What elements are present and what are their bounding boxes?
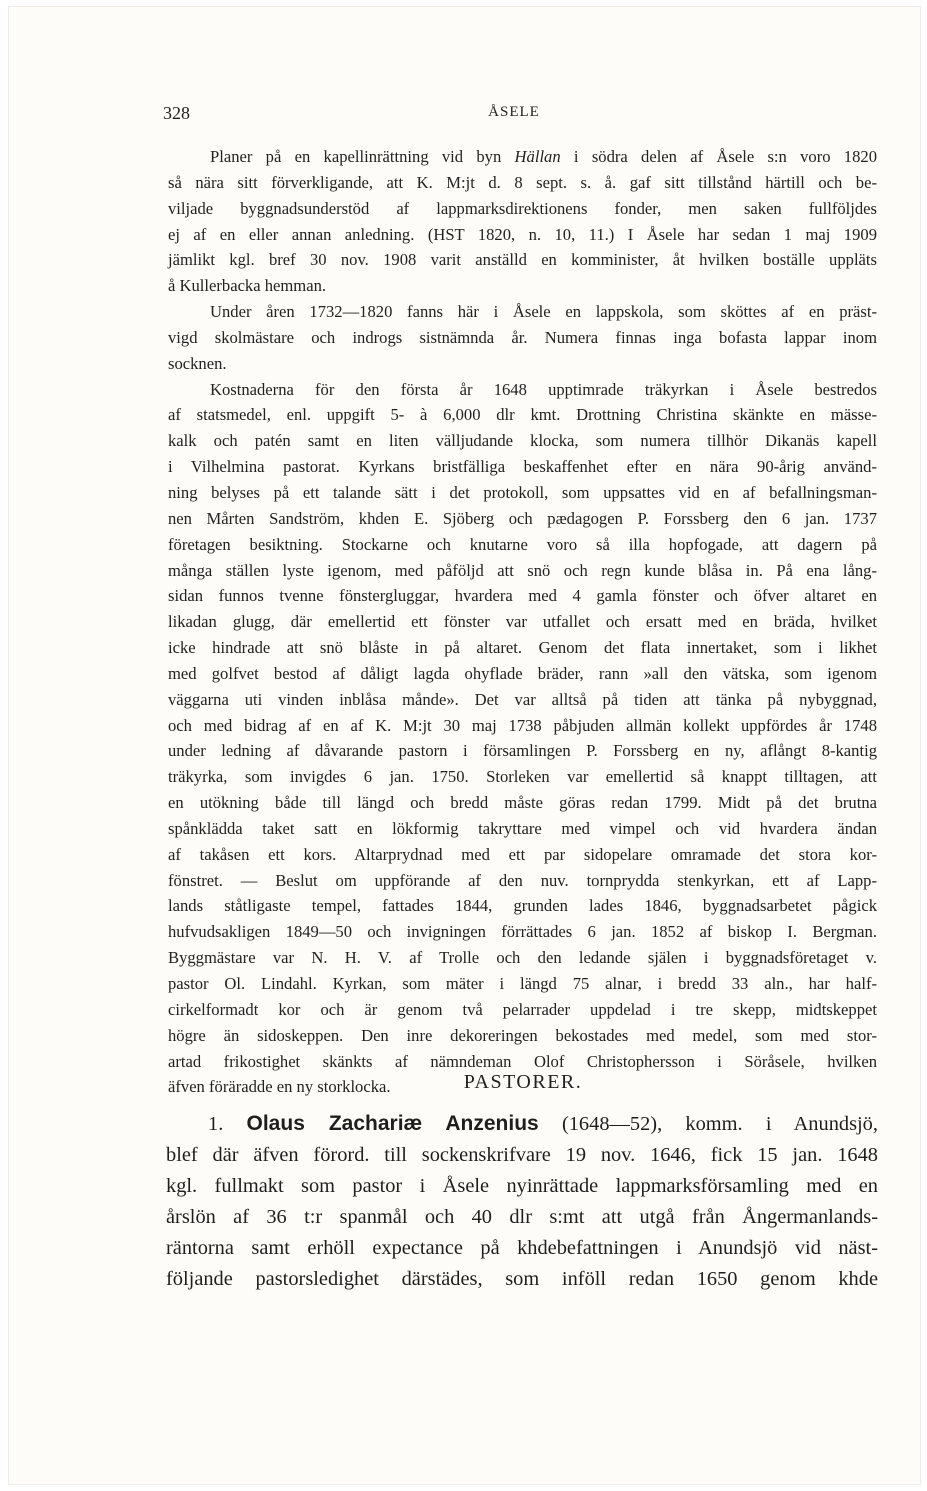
entry-line: räntorna samt erhöll expectance på khdebefattningen i Anundsjö vid näst- (166, 1237, 878, 1259)
text-line: spånklädda taket satt en lökformig takryttare med vimpel och vid hvardera ändan (168, 818, 877, 838)
text-line: Under åren 1732—1820 fanns här i Åsele en lappskola, som sköttes af en präst- (210, 302, 877, 322)
paragraph (168, 299, 877, 377)
place-name-italic: Hällan (514, 147, 561, 166)
text-segment: i södra delen af Åsele s:n voro 1820 (560, 147, 877, 166)
text-line: en utökning både till längd och bredd måste göras redan 1799. Midt på det brutna (168, 793, 877, 813)
entry-line: följande pastorsledighet därstädes, som inföll redan 1650 genom khde (166, 1268, 878, 1290)
entry-line: årslön af 36 t:r spanmål och 40 dlr s:mt att utgå från Ångermanlands- (166, 1206, 878, 1228)
text-line: jämlikt kgl. bref 30 nov. 1908 varit anställd en komminister, åt hvilken boställe uppläts (168, 250, 877, 270)
pastorer-heading: PASTORER. (463, 1071, 583, 1093)
text-line: af statsmedel, enl. uppgift 5- à 6,000 dlr kmt. Drottning Christina skänkte en mässe- (168, 405, 877, 425)
text-line: Byggmästare var N. H. V. af Trolle och den ledande själen i byggnadsföretaget v. (168, 948, 877, 968)
text-line: cirkelformadt kor och är genom två pelarrader uppdelad i tre skepp, midtskeppet (168, 999, 877, 1019)
text-line: träkyrka, som invigdes 6 jan. 1750. Storleken var emellertid så knappt tilltagen, att (168, 767, 877, 787)
text-line: högre än sidoskeppen. Den inre dekoreringen bekostades med medel, som med stor- (168, 1025, 877, 1045)
running-head (158, 103, 870, 127)
text-line: pastor Ol. Lindahl. Kyrkan, som mäter i längd 75 alnar, i bredd 33 aln., har half- (168, 974, 877, 993)
text-segment: Planer på en kapellinrättning vid byn (210, 147, 515, 166)
paragraph (168, 144, 877, 299)
entry-line: kgl. fullmakt som pastor i Åsele nyinrättade lappmarksförsamling med en (166, 1175, 878, 1197)
book-page (8, 6, 921, 1485)
entry-first-line (166, 1108, 878, 1140)
text-line: äfven föräradde en ny storklocka. (168, 1077, 391, 1097)
text-line (168, 144, 877, 170)
text-line: Kostnaderna för den första år 1648 upptimrade träkyrkan i Åsele bestredos (210, 379, 877, 399)
entry-number: 1. (208, 1113, 224, 1135)
text-line: ning belyses på ett talande sätt i det protokoll, som uppsattes vid en af befallningsman- (168, 482, 877, 502)
text-line: artad frikostighet skänkts af nämndeman Olof Christophersson i Söråsele, hvilken (168, 1051, 877, 1071)
text-line: hufvudsakligen 1849—50 och invigningen förrättades 6 jan. 1852 af biskop I. Bergman. (168, 922, 877, 942)
text-line: å Kullerbacka hemman. (168, 276, 327, 296)
page-number: 328 (163, 103, 190, 123)
text-line: icke hindrade att snö blåste in på altaret. Genom det flata innertaket, som i likhet (168, 638, 877, 658)
text-line: sidan funnos tvenne fönstergluggar, hvardera med 4 gamla fönster och öfver altaret en (168, 586, 877, 606)
body-text (168, 144, 877, 1100)
text-line: nen Mårten Sandström, khden E. Sjöberg och pædagogen P. Forssberg den 6 jan. 1737 (168, 508, 877, 528)
text-line: socknen. (168, 353, 227, 373)
pastor-name: Olaus Zachariæ Anzenius (246, 1112, 539, 1135)
text-line: så nära sitt förverkligande, att K. M:jt d. 8 sept. s. å. gaf sitt tillstånd härtill och be- (168, 172, 877, 192)
section-title: ÅSELE (488, 104, 540, 120)
entry-line: blef där äfven förord. till sockenskrifvare 19 nov. 1646, fick 15 jan. 1648 (166, 1144, 878, 1166)
text-line: med golfvet bestod af dåligt lagda ohyflade bräder, rann »all den vätska, som igenom (168, 663, 877, 683)
text-line: många ställen lyste igenom, med påföljd att snö och regn kunde blåsa in. På ena lång- (168, 560, 877, 580)
text-line: företagen besiktning. Stockarne och knutarne voro så illa hopfogade, att dagern på (168, 534, 877, 554)
text-line: lands ståtligaste tempel, fattades 1844, grunden lades 1846, byggnadsarbetet pågick (168, 896, 877, 916)
text-line: i Vilhelmina pastorat. Kyrkans bristfälliga beskaffenhet efter en nära 90-årig använd- (168, 457, 877, 477)
text-line: ej af en eller annan anledning. (HST 1820, n. 10, 11.) I Åsele har sedan 1 maj 1909 (168, 224, 877, 244)
text-line: kalk och patén samt en liten välljudande klocka, som numera tillhör Dikanäs kapell (168, 431, 877, 451)
text-line: viljade byggnadsunderstöd af lappmarksdirektionens fonder, men saken fullföljdes (168, 198, 877, 218)
text-line: vigd skolmästare och indrogs sistnämnda år. Numera finnas inga bofasta lappar inom (168, 327, 877, 347)
pastor-entry (166, 1108, 878, 1295)
text-line: af takåsen ett kors. Altarprydnad med ett par sidopelare omramade det stora kor- (168, 844, 877, 864)
text-line: fönstret. — Beslut om uppförande af den nuv. tornprydda stenkyrkan, ett af Lapp- (168, 870, 877, 890)
text-line: under ledning af dåvarande pastorn i församlingen P. Forssberg en ny, aflångt 8-kantig (168, 741, 877, 761)
entry-dates: (1648—52), komm. i Anundsjö, (561, 1113, 878, 1135)
paragraph (168, 377, 877, 1101)
text-line: och med bidrag af en af K. M:jt 30 maj 1738 påbjuden allmän kollekt uppfördes år 1748 (168, 715, 877, 735)
text-line: likadan glugg, där emellertid ett fönster var utfallet och ersatt med en bräda, hvilket (168, 612, 877, 632)
text-line: väggarna uti vinden inblåsa månde». Det var alltså på tiden att tänka på nybyggnad, (168, 689, 877, 709)
